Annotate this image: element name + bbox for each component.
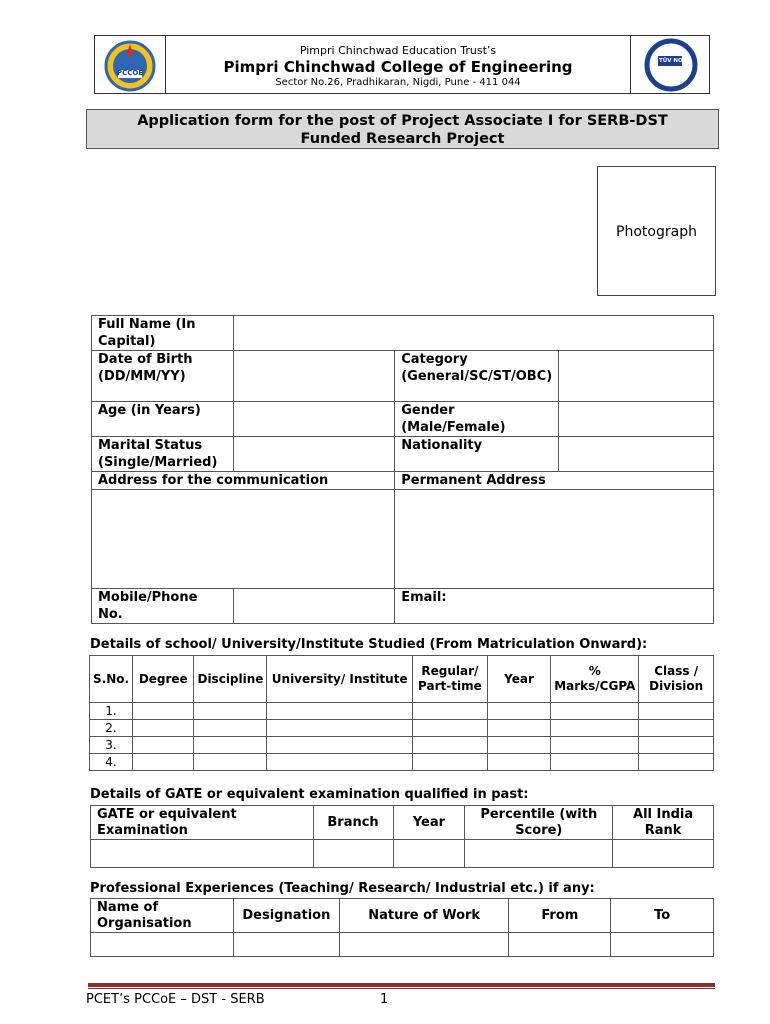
cell[interactable] — [551, 754, 639, 771]
email-label[interactable]: Email: — [395, 589, 714, 624]
letterhead — [94, 35, 710, 94]
cell[interactable] — [133, 720, 194, 737]
cell[interactable] — [133, 737, 194, 754]
edu-header-class: Class / Division — [639, 656, 714, 703]
college-address: Sector No.26, Pradhikaran, Nigdi, Pune - 411 044 — [275, 77, 521, 88]
cell[interactable] — [194, 703, 267, 720]
permanent-address-label: Permanent Address — [395, 472, 714, 490]
permanent-address-field[interactable] — [395, 490, 714, 589]
education-table — [89, 655, 714, 771]
personal-details-table — [91, 315, 714, 624]
gate-header-exam: GATE or equivalent Examination — [91, 806, 314, 840]
page-number: 1 — [380, 992, 389, 1007]
exp-header-to: To — [611, 899, 714, 933]
cell[interactable] — [613, 840, 714, 868]
edu-header-sno: S.No. — [90, 656, 133, 703]
edu-header-discipline: Discipline — [194, 656, 267, 703]
cell[interactable] — [194, 737, 267, 754]
cell[interactable] — [393, 840, 465, 868]
row-number: 3. — [90, 737, 133, 754]
pccoe-logo-icon — [95, 36, 165, 93]
gate-table — [90, 805, 714, 868]
gate-header-year: Year — [393, 806, 465, 840]
cell[interactable] — [267, 720, 413, 737]
cell[interactable] — [551, 737, 639, 754]
full-name-label: Full Name (In Capital) — [92, 316, 234, 351]
education-heading: Details of school/ University/Institute Studied (From Matriculation Onward): — [90, 637, 648, 652]
cell[interactable] — [551, 720, 639, 737]
row-number: 1. — [90, 703, 133, 720]
cell[interactable] — [233, 933, 339, 957]
gate-header-percentile: Percentile (with Score) — [465, 806, 613, 840]
gate-header-rank: All India Rank — [613, 806, 714, 840]
age-label: Age (in Years) — [92, 402, 234, 437]
cell[interactable] — [639, 720, 714, 737]
footer-text: PCET’s PCCoE – DST - SERB — [86, 992, 265, 1007]
table-row — [90, 720, 714, 737]
trust-name: Pimpri Chinchwad Education Trust’s — [299, 44, 497, 57]
cell[interactable] — [267, 703, 413, 720]
experience-heading: Professional Experiences (Teaching/ Research/ Industrial etc.) if any: — [90, 881, 595, 896]
category-label: Category (General/SC/ST/OBC) — [395, 351, 559, 402]
cell[interactable] — [639, 737, 714, 754]
table-row — [90, 737, 714, 754]
form-title — [86, 109, 719, 149]
cell[interactable] — [465, 840, 613, 868]
mobile-field[interactable] — [233, 589, 395, 624]
marital-status-label: Marital Status (Single/Married) — [92, 437, 234, 472]
gate-header-branch: Branch — [313, 806, 393, 840]
table-row — [90, 754, 714, 771]
experience-table — [90, 898, 714, 957]
edu-header-regular: Regular/ Part-time — [412, 656, 487, 703]
nationality-field[interactable] — [559, 437, 714, 472]
cell[interactable] — [133, 754, 194, 771]
cell[interactable] — [412, 737, 487, 754]
table-row — [91, 933, 714, 957]
cell[interactable] — [639, 703, 714, 720]
cell[interactable] — [487, 737, 550, 754]
form-title-line2: Funded Research Project — [300, 131, 505, 147]
cell[interactable] — [267, 737, 413, 754]
cell[interactable] — [639, 754, 714, 771]
footer-rule — [88, 983, 715, 987]
table-row — [91, 840, 714, 868]
edu-header-degree: Degree — [133, 656, 194, 703]
communication-address-field[interactable] — [92, 490, 395, 589]
edu-header-university: University/ Institute — [267, 656, 413, 703]
cell[interactable] — [487, 754, 550, 771]
tuv-logo-text: TÜV NORD — [659, 58, 692, 64]
tuv-certification-icon — [631, 36, 709, 93]
cell[interactable] — [194, 720, 267, 737]
cell[interactable] — [194, 754, 267, 771]
gender-label: Gender (Male/Female) — [395, 402, 559, 437]
communication-address-label: Address for the communication — [92, 472, 395, 490]
cell[interactable] — [412, 703, 487, 720]
table-row — [90, 703, 714, 720]
marital-status-field[interactable] — [233, 437, 395, 472]
nationality-label: Nationality — [395, 437, 559, 472]
edu-header-year: Year — [487, 656, 550, 703]
cell[interactable] — [133, 703, 194, 720]
gate-heading: Details of GATE or equivalent examination qualified in past: — [90, 787, 529, 802]
age-field[interactable] — [233, 402, 395, 437]
exp-header-designation: Designation — [233, 899, 339, 933]
dob-field[interactable] — [233, 351, 395, 402]
cell[interactable] — [412, 754, 487, 771]
pccoe-logo — [95, 36, 166, 93]
exp-header-from: From — [509, 899, 611, 933]
tuv-logo — [630, 36, 709, 93]
cell[interactable] — [339, 933, 509, 957]
cell[interactable] — [313, 840, 393, 868]
cell[interactable] — [611, 933, 714, 957]
exp-header-organisation: Name of Organisation — [91, 899, 234, 933]
college-name: Pimpri Chinchwad College of Engineering — [223, 58, 573, 76]
pccoe-logo-text: PCCOE — [117, 69, 144, 77]
dob-label: Date of Birth (DD/MM/YY) — [92, 351, 234, 402]
exp-header-nature: Nature of Work — [339, 899, 509, 933]
cell[interactable] — [412, 720, 487, 737]
row-number: 2. — [90, 720, 133, 737]
cell[interactable] — [91, 840, 314, 868]
row-number: 4. — [90, 754, 133, 771]
edu-header-marks: % Marks/CGPA — [551, 656, 639, 703]
cell[interactable] — [487, 703, 550, 720]
gender-field[interactable] — [559, 402, 714, 437]
cell[interactable] — [487, 720, 550, 737]
cell[interactable] — [509, 933, 611, 957]
cell[interactable] — [267, 754, 413, 771]
photograph-box[interactable]: Photograph — [597, 166, 716, 296]
category-field[interactable] — [559, 351, 714, 402]
footer-rule-thin — [88, 988, 715, 989]
cell[interactable] — [551, 703, 639, 720]
mobile-label: Mobile/Phone No. — [92, 589, 234, 624]
cell[interactable] — [91, 933, 234, 957]
full-name-field[interactable] — [233, 316, 713, 351]
form-title-line1: Application form for the post of Project Associate I for SERB-DST — [137, 113, 668, 129]
